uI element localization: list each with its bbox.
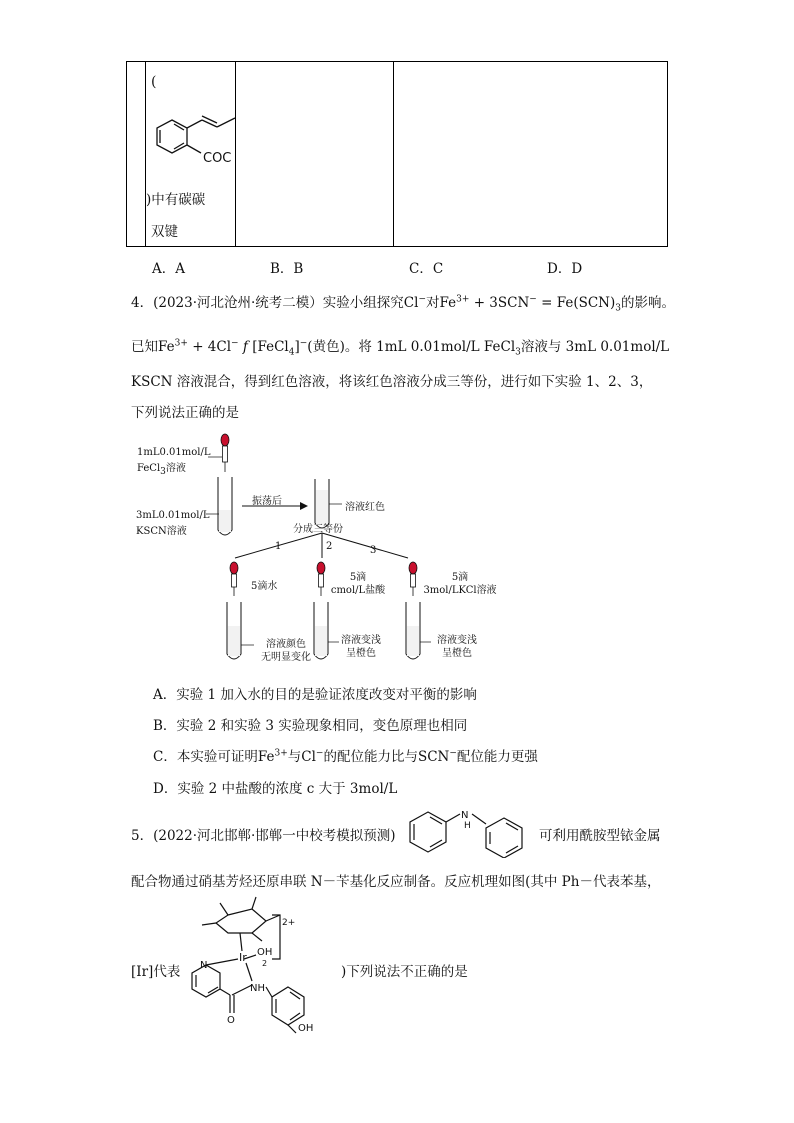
table-divider-3	[393, 62, 394, 246]
q4-l2-color-sub: 3	[515, 347, 521, 358]
q4-option-c: C．本实验可证明$Fe^{3+}$与Cl−的配位能力比与SCN−配位能力更强	[153, 748, 538, 765]
reagent-1-name: FeCl$_3$溶液	[137, 463, 186, 477]
q3-option-b: B．B	[270, 261, 304, 277]
q3-option-c: C．C	[409, 261, 444, 277]
add-hcl-label: 5滴 cmol/L盐酸	[330, 572, 386, 596]
pyridine-n-label: N	[200, 960, 208, 971]
reagent-2-amount: 3mL0.01mol/L	[136, 510, 210, 521]
q4-l2-prefix: 已知	[131, 339, 158, 355]
q3-option-a: A．A	[152, 261, 185, 277]
dropper-1	[221, 434, 229, 472]
q4-option-a: A．实验 1 加入水的目的是验证浓度改变对平衡的影响	[153, 687, 477, 703]
q4-l2-complex: [FeCl	[252, 339, 289, 355]
q4-fe-charge: 3+	[456, 294, 470, 305]
benzylaniline-structure	[402, 806, 534, 858]
oh2-sub: 2	[262, 959, 268, 968]
q4-option-b: B．实验 2 和实验 3 实验现象相同，变色原理也相同	[153, 718, 468, 734]
branch-num-1: 1	[275, 541, 282, 552]
add-kcl-label: 5滴 3mol/LKCl溶液	[423, 572, 497, 596]
q4-suffix: 的影响。	[621, 295, 675, 311]
q4-l2-complex-close: ]	[294, 339, 300, 355]
q3-option-d: D．D	[547, 261, 583, 277]
q4-prefix: 4．(2023·河北沧州·统考二模）实验小组探究	[131, 295, 404, 311]
branch-line-3	[322, 533, 408, 558]
iridium-complex-structure	[180, 893, 345, 1038]
dropper-4	[409, 562, 417, 596]
dropper-3	[317, 562, 325, 596]
q4-l2-fe-charge: 3+	[174, 338, 188, 349]
q4-cl-charge: −	[418, 294, 426, 305]
q4-eq-right: = Fe(SCN)	[536, 295, 616, 311]
q4-line-3: KSCN 溶液混合，得到红色溶液，将该红色溶液分成三等份，进行如下实验 1、2、3，	[131, 374, 653, 390]
q4-l2-fe: Fe	[158, 339, 175, 355]
branch-num-3: 3	[370, 545, 377, 556]
q4-l2-cl-charge: −	[231, 338, 239, 349]
red-solution-label: 溶液红色	[345, 502, 385, 513]
result-2-label: 溶液变浅 呈橙色	[341, 635, 381, 659]
reagent-1-amount: 1mL0.01mol/L	[137, 447, 211, 458]
q4-eq-mid: + 3SCN	[469, 295, 530, 311]
q5-line3-prefix: [Ir]代表	[131, 964, 181, 980]
q4-l2-complex-charge: −	[299, 338, 308, 349]
phenol-oh-label: OH	[298, 1023, 314, 1034]
q5-prefix: 5．(2022·河北邯郸·邯郸一中校考模拟预测)	[131, 828, 396, 844]
q5-line-2: 配合物通过硝基芳烃还原串联 N－苄基化反应制备。反应机理如图(其中 Ph－代表苯基，	[131, 874, 661, 890]
nh-h-label: H	[464, 821, 471, 831]
table-cell-text-2: 双键	[151, 224, 178, 240]
test-tube-1	[218, 477, 232, 535]
coc-label: COC	[203, 151, 232, 166]
q5-line1-suffix: 可利用酰胺型铱金属	[539, 828, 661, 844]
q4-mid: 对	[426, 295, 440, 311]
q4-l2-complex-sub: 4	[288, 347, 295, 358]
dropper-2	[230, 562, 238, 596]
carbonyl-o-label: O	[227, 1015, 235, 1026]
branch-num-2: 2	[326, 541, 333, 552]
table-cell-text-1: )中有碳碳	[146, 192, 206, 208]
result-3-label: 溶液变浅 呈橙色	[437, 635, 477, 659]
q5-line3-suffix: )下列说法不正确的是	[341, 964, 468, 980]
benzene-ring	[157, 120, 187, 153]
q4-line-2	[131, 335, 669, 358]
complex-charge: 2+	[282, 918, 296, 928]
test-tube-3	[227, 602, 241, 659]
table-cell-open-paren: (	[151, 74, 157, 90]
nh-n-label: N	[461, 810, 469, 821]
q4-scn-charge: −	[529, 294, 537, 305]
q4-l2-eq: + 4Cl	[187, 339, 232, 355]
q4-fe: Fe	[439, 295, 457, 311]
q4-l2-f: f	[238, 339, 253, 355]
split-label: 分成三等份	[293, 524, 343, 535]
q4-line-1	[131, 291, 675, 314]
q4-eq-sub: 3	[615, 303, 621, 314]
q4-line-4: 下列说法正确的是	[131, 405, 239, 421]
shake-label: 振荡后	[252, 496, 282, 507]
q4-option-d: D．实验 2 中盐酸的浓度 c 大于 3mol/L	[153, 781, 398, 797]
reagent-2-name: KSCN溶液	[136, 526, 187, 537]
ir-label: Ir	[239, 951, 247, 964]
q4-l2-rest: 溶液与 3mL 0.01mol/L	[520, 339, 670, 355]
test-tube-5	[406, 602, 420, 659]
oh2-label: OH	[257, 947, 273, 958]
result-1-label: 溶液颜色 无明显变化	[261, 639, 311, 663]
cinnamate-structure	[145, 108, 237, 170]
test-tube-4	[314, 602, 328, 659]
q4-l2-color: (黄色)。将 1mL 0.01mol/L FeCl	[307, 339, 516, 355]
add-water-label: 5滴水	[251, 581, 278, 592]
amide-nh-label: NH	[250, 983, 265, 994]
q4-cl: Cl	[403, 295, 419, 311]
